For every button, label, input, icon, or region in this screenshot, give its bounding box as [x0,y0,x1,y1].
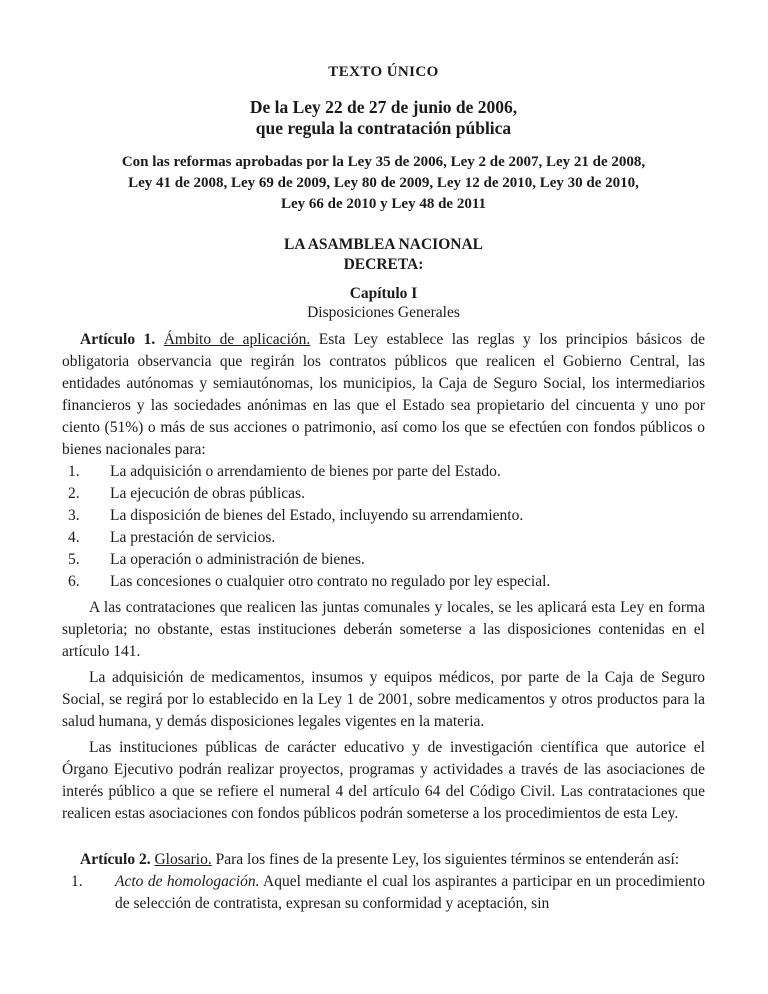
list-item-text: La prestación de servicios. [110,529,276,546]
list-item-text: La adquisición o arrendamiento de bienes por parte del Estado. [110,463,501,480]
assembly-heading [62,235,705,275]
article1-label: Artículo 1. [80,331,156,348]
list-item [62,527,705,549]
glossary-item [62,871,705,915]
assembly-line1: LA ASAMBLEA NACIONAL [284,236,483,253]
article2-heading: Glosario. [154,851,212,868]
article1-paragraph: A las contrataciones que realicen las juntas comunales y locales, se les aplicará esta Ley en forma supletoria; no obstante, estas instituciones deberán someterse a las disposiciones contenidas en el artículo 141. [62,599,705,660]
document-body [62,329,705,915]
article2-intro-text: Para los fines de la presente Ley, los siguientes términos se entenderán así: [215,851,680,868]
list-item-text: Las concesiones o cualquier otro contrato no regulado por ley especial. [110,573,551,590]
reforms-line2: Ley 41 de 2008, Ley 69 de 2009, Ley 80 de 2009, Ley 12 de 2010, Ley 30 de 2010, [128,175,639,191]
list-item [62,483,705,505]
assembly-line2: DECRETA: [343,256,424,273]
article1-intro-text: Esta Ley establece las reglas y los principios básicos de obligatoria observancia que regirán los contratos públicos que realicen el Gobierno Central, las entidades autónomas y semiautónomas, los municipios, la Caja de Seguro Social, los intermediarios financieros y las sociedades anónimas en las que el Estado sea propietario del cincuenta y uno por ciento (51%) o más de sus acciones o patrimonio, así como los que se efectúen con fondos públicos o bienes nacionales para: [62,331,706,458]
reforms-subtitle [62,152,705,215]
list-item [62,571,705,593]
law-title [62,97,705,139]
article2-lead-paragraph [62,849,705,871]
glossary-term: Acto de homologación. [115,873,260,890]
list-item-number: 4. [68,529,80,546]
list-item-number: 5. [68,551,80,568]
list-item [62,549,705,571]
glossary-item-number: 1. [71,873,83,890]
law-title-line2: que regula la contratación pública [255,118,512,138]
list-item-number: 3. [68,507,80,524]
list-item-number: 6. [68,573,80,590]
article1-paragraph: La adquisición de medicamentos, insumos y equipos médicos, por parte de la Caja de Seguro Social, se regirá por lo establecido en la Ley 1 de 2001, sobre medicamentos y otros productos para la salud humana, y demás disposiciones legales vigentes en la materia. [62,669,705,730]
list-item [62,505,705,527]
glossary-term-definition: Aquel mediante el cual los aspirantes a participar en un procedimiento de selección de contratista, expresan su conformidad y aceptación, sin [115,873,705,912]
list-item-text: La operación o administración de bienes. [110,551,365,568]
list-item-number: 2. [68,485,80,502]
article1-heading: Ámbito de aplicación. [163,331,311,348]
reforms-line3: Ley 66 de 2010 y Ley 48 de 2011 [281,196,486,212]
reforms-line1: Con las reformas aprobadas por la Ley 35 de 2006, Ley 2 de 2007, Ley 21 de 2008, [121,154,646,170]
article2-label: Artículo 2. [80,851,151,868]
article1-lead-paragraph [62,329,705,461]
chapter-subtitle: Disposiciones Generales [307,304,460,321]
list-item-text: La ejecución de obras públicas. [110,485,305,502]
doc-type-title: TEXTO ÚNICO [328,64,439,80]
chapter-title: Capítulo I [349,285,418,302]
law-title-line1: De la Ley 22 de 27 de junio de 2006, [249,97,518,117]
chapter-heading [62,284,705,322]
list-item [62,461,705,483]
list-item-number: 1. [68,463,80,480]
list-item-text: La disposición de bienes del Estado, incluyendo su arrendamiento. [110,507,524,524]
article1-paragraph: Las instituciones públicas de carácter educativo y de investigación científica que autorice el Órgano Ejecutivo podrán realizar proyectos, programas y actividades a través de las asociaciones de interés público a que se refiere el numeral 4 del artículo 64 del Código Civil. Las contrataciones que realicen estas asociaciones con fondos públicos podrán someterse a los procedimientos de esta Ley. [62,739,705,822]
article1-numbered-list [62,461,705,593]
